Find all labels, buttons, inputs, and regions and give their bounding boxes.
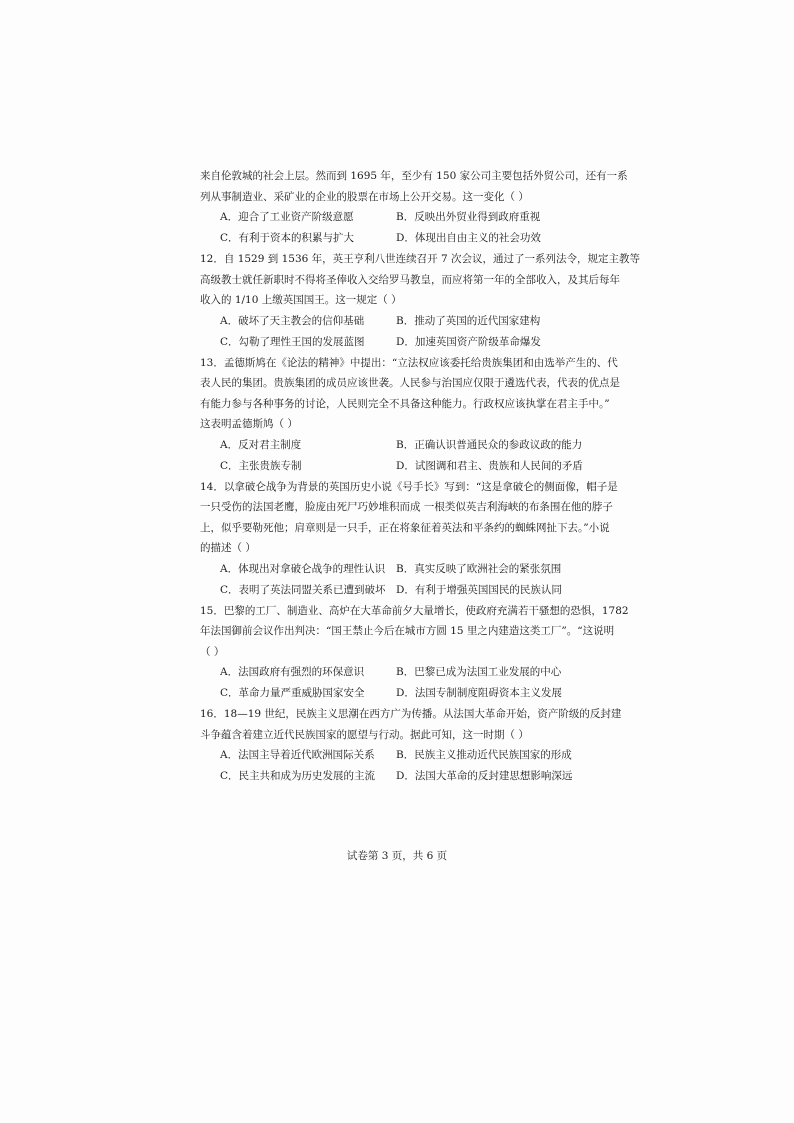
option-a[interactable]: A．法国主导着近代欧洲国际关系 bbox=[220, 749, 375, 761]
stem-line: 这表明孟德斯鸠（ ） bbox=[200, 418, 298, 430]
option-b[interactable]: B．推动了英国的近代国家建构 bbox=[396, 314, 541, 327]
stem-line: 高级教士就任新职时不得将圣俸收入交给罗马教皇，而应将第一年的全部收入，及其后每年 bbox=[200, 273, 620, 286]
stem-line: 的描述（ ） bbox=[200, 542, 256, 554]
option-b[interactable]: B．真实反映了欧洲社会的紧张氛围 bbox=[396, 562, 562, 575]
question-12 bbox=[200, 249, 641, 353]
options-row bbox=[200, 311, 600, 332]
option-b[interactable]: B．巴黎已成为法国工业发展的中心 bbox=[396, 666, 562, 678]
stem-line: 来自伦敦城的社会上层。然而到 1695 年，至少有 150 家公司主要包括外贸公司，还有一系 bbox=[200, 170, 628, 182]
stem-line: 有能力参与各种事务的讨论，人民则完全不具备这种能力。行政权应该执掌在君主手中。” bbox=[200, 397, 610, 410]
option-d[interactable]: D．试图调和君主、贵族和人民间的矛盾 bbox=[396, 459, 583, 472]
option-c[interactable]: C．表明了英法同盟关系已遭到破坏 bbox=[220, 583, 386, 596]
question-16 bbox=[200, 704, 622, 787]
option-c[interactable]: C．主张贵族专制 bbox=[220, 459, 302, 472]
options-row bbox=[200, 456, 600, 477]
stem-line: （ ） bbox=[200, 645, 225, 658]
stem-line: 12．自 1529 到 1536 年，英王亨利八世连续召开 7 次会议，通过了一系列法令，规定主教等 bbox=[200, 253, 641, 265]
question-14 bbox=[200, 477, 618, 601]
option-c[interactable]: C．勾勒了理性王国的发展蓝图 bbox=[220, 335, 365, 348]
option-a[interactable]: A．迎合了工业资产阶级意愿 bbox=[220, 211, 354, 223]
options-row bbox=[200, 745, 600, 766]
stem-line: 14．以拿破仑战争为背景的英国历史小说《号手长》写到：“这是拿破仑的侧面像，帽子是 bbox=[200, 480, 618, 493]
stem-line: 斗争蕴含着建立近代民族国家的愿望与行动。据此可知，这一时期（ ） bbox=[200, 728, 529, 741]
stem-line: 表人民的集团。贵族集团的成员应该世袭。人民参与治国应仅限于遴选代表，代表的优点是 bbox=[200, 377, 620, 389]
options-row bbox=[200, 662, 600, 683]
option-d[interactable]: D．加速英国资产阶级革命爆发 bbox=[396, 335, 541, 348]
stem-line: 列从事制造业、采矿业的企业的股票在市场上公开交易。这一变化（ ） bbox=[200, 190, 529, 203]
stem-line: 上，似乎要勒死他；肩章则是一只手，正在将象征着英法和平条约的蜘蛛网扯下去。”小说 bbox=[200, 521, 610, 534]
option-d[interactable]: D．体现出自由主义的社会功效 bbox=[396, 232, 541, 244]
stem-line: 15．巴黎的工厂、制造业、高炉在大革命前夕大量增长，使政府充满若干骚想的恐惧，1782 bbox=[200, 604, 629, 617]
option-c[interactable]: C．民主共和成为历史发展的主流 bbox=[220, 770, 376, 782]
stem-line: 一只受伤的法国老鹰，脸庞由死尸巧妙堆积而成 一根类似英吉利海峡的布条围在他的脖子 bbox=[200, 501, 613, 513]
option-b[interactable]: B．反映出外贸业得到政府重视 bbox=[396, 211, 541, 223]
stem-line: 收入的 1/10 上缴英国国王。这一规定（ ） bbox=[200, 294, 402, 306]
question-content bbox=[200, 166, 641, 787]
stem-line: 13．孟德斯鸠在《论法的精神》中提出：“立法权应该委托给贵族集团和由选举产生的、代 bbox=[200, 356, 618, 369]
question-11-continuation bbox=[200, 166, 628, 249]
option-a[interactable]: A．体现出对拿破仑战争的理性认识 bbox=[220, 562, 386, 575]
question-15 bbox=[200, 601, 629, 705]
stem-line: 年法国御前会议作出判决：“国王禁止今后在城市方圆 15 里之内建造这类工厂”。“这说明 bbox=[200, 625, 615, 637]
option-b[interactable]: B．正确认识普通民众的参政议政的能力 bbox=[396, 438, 583, 451]
option-d[interactable]: D．法国大革命的反封建思想影响深远 bbox=[396, 770, 573, 782]
page-footer: 试卷第 3 页，共 6 页 bbox=[346, 850, 448, 862]
options-row bbox=[200, 228, 600, 249]
option-a[interactable]: A．破坏了天主教会的信仰基础 bbox=[220, 314, 365, 327]
options-row bbox=[200, 332, 600, 353]
option-d[interactable]: D．法国专制制度阻碍资本主义发展 bbox=[396, 687, 562, 699]
options-row bbox=[200, 207, 600, 228]
options-row bbox=[200, 559, 600, 580]
options-row bbox=[200, 683, 600, 704]
option-b[interactable]: B．民族主义推动近代民族国家的形成 bbox=[396, 749, 572, 761]
option-a[interactable]: A．法国政府有强烈的环保意识 bbox=[220, 666, 365, 678]
option-c[interactable]: C．有利于资本的积累与扩大 bbox=[220, 232, 355, 244]
option-d[interactable]: D．有利于增强英国国民的民族认同 bbox=[396, 583, 562, 596]
options-row bbox=[200, 766, 600, 787]
stem-line: 16．18—19 世纪，民族主义思潮在西方广为传播。从法国大革命开始，资产阶级的反封建 bbox=[200, 708, 622, 720]
option-a[interactable]: A．反对君主制度 bbox=[220, 438, 302, 451]
option-c[interactable]: C．革命力量严重威胁国家安全 bbox=[220, 687, 365, 699]
options-row bbox=[200, 580, 600, 601]
options-row bbox=[200, 435, 600, 456]
question-13 bbox=[200, 353, 620, 477]
